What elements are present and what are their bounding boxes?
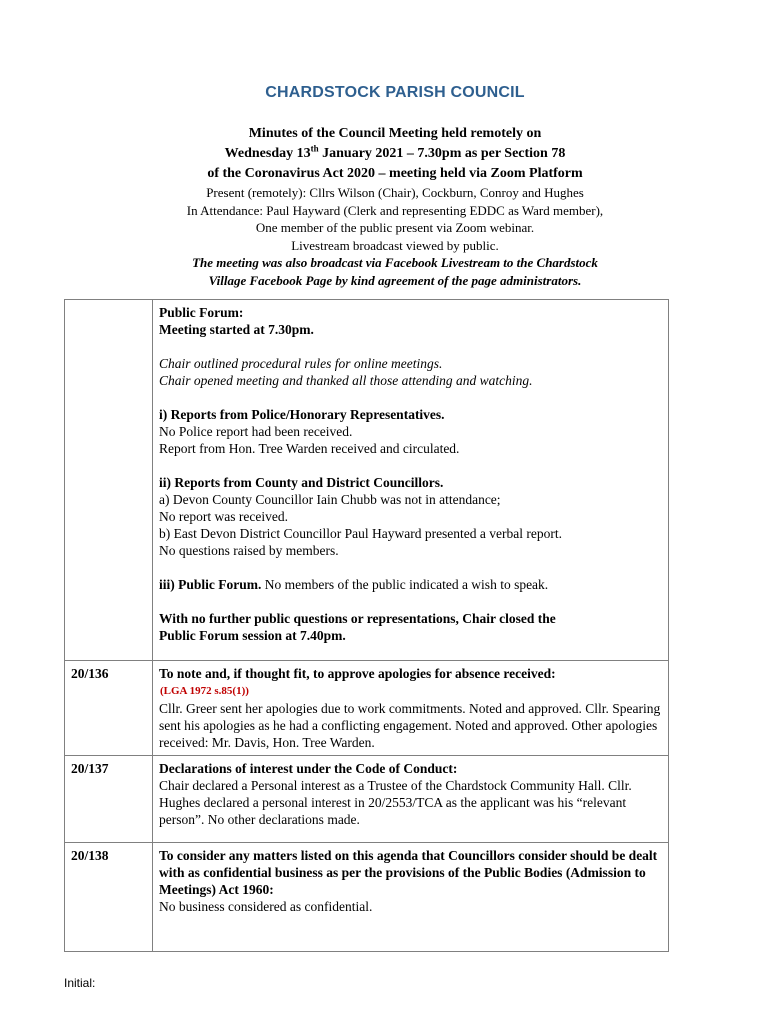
item-number: 20/136 [65,661,153,756]
police-line-1: No Police report had been received. [159,424,353,439]
forum-heading: Public Forum: [159,305,244,320]
legal-reference: (LGA 1972 s.85(1)) [160,685,249,697]
item-text: No business considered as confidential. [159,899,373,914]
item-body [153,843,669,952]
header-line-1: Minutes of the Council Meeting held remotely on [248,126,542,141]
agenda-item-row [65,756,669,843]
public-member-line: One member of the public present via Zoom webinar. [255,220,535,235]
livestream-line: Livestream broadcast viewed by public. [291,237,499,253]
forum-close-1: With no further public questions or representations, Chair closed the [159,611,556,626]
item-text: Chair declared a Personal interest as a Trustee of the Chardstock Community Hall. Cllr. Hughes declared a personal interest in 20/2553/TCA as the applicant was his “relevant person”. No other declarations made. [159,778,632,827]
agenda-item-row [65,843,669,952]
header-line-2: Wednesday 13th January 2021 – 7.30pm as per Section 78 [224,143,566,161]
broadcast-line-1: The meeting was also broadcast via Facebook Livestream to the Chardstock [192,255,598,270]
agenda-item-row [65,661,669,756]
attendance-line: In Attendance: Paul Hayward (Clerk and representing EDDC as Ward member), [186,202,604,218]
broadcast-line-2: Village Facebook Page by kind agreement of the page administrators. [208,273,582,288]
item-heading: Declarations of interest under the Code of Conduct: [159,761,458,776]
item-text: Cllr. Greer sent her apologies due to work commitments. Noted and approved. Cllr. Spearing sent his apologies as he had a conflicting engagement. Noted and approved. Other apologies received: Mr. Davis, Hon. Tree Warden. [159,701,661,750]
public-forum-line: iii) Public Forum. No members of the public indicated a wish to speak. [159,577,549,592]
item-body [153,661,669,756]
county-line-4: No questions raised by members. [159,543,339,558]
procedural-line-1: Chair outlined procedural rules for online meetings. [159,356,443,371]
meeting-start: Meeting started at 7.30pm. [159,322,314,337]
county-line-3: b) East Devon District Councillor Paul Hayward presented a verbal report. [159,526,563,541]
minutes-header [0,124,770,290]
item-number: 20/137 [65,756,153,843]
public-forum-cell [153,300,669,661]
item-number-cell [65,300,153,661]
procedural-line-2: Chair opened meeting and thanked all those attending and watching. [159,373,533,388]
forum-close-2: Public Forum session at 7.40pm. [159,628,346,643]
county-heading: ii) Reports from County and District Councillors. [159,475,444,490]
item-number: 20/138 [65,843,153,952]
minutes-table [64,299,669,952]
council-title: CHARDSTOCK PARISH COUNCIL [265,84,525,101]
county-line-2: No report was received. [159,509,288,524]
item-body [153,756,669,843]
present-line: Present (remotely): Cllrs Wilson (Chair), Cockburn, Conroy and Hughes [206,185,584,200]
police-heading: i) Reports from Police/Honorary Representatives. [159,407,445,422]
item-heading: To consider any matters listed on this agenda that Councillors consider should be dealt with as confidential business as per the provisions of the Public Bodies (Admission to Meetings) Act 1960: [159,848,658,897]
public-forum-row [65,300,669,661]
police-line-2: Report from Hon. Tree Warden received and circulated. [159,441,460,456]
county-line-1: a) Devon County Councillor Iain Chubb was not in attendance; [159,492,501,507]
header-line-3: of the Coronavirus Act 2020 – meeting held via Zoom Platform [207,166,583,181]
item-heading: To note and, if thought fit, to approve apologies for absence received: [159,666,556,681]
initial-label: Initial: [64,976,96,990]
